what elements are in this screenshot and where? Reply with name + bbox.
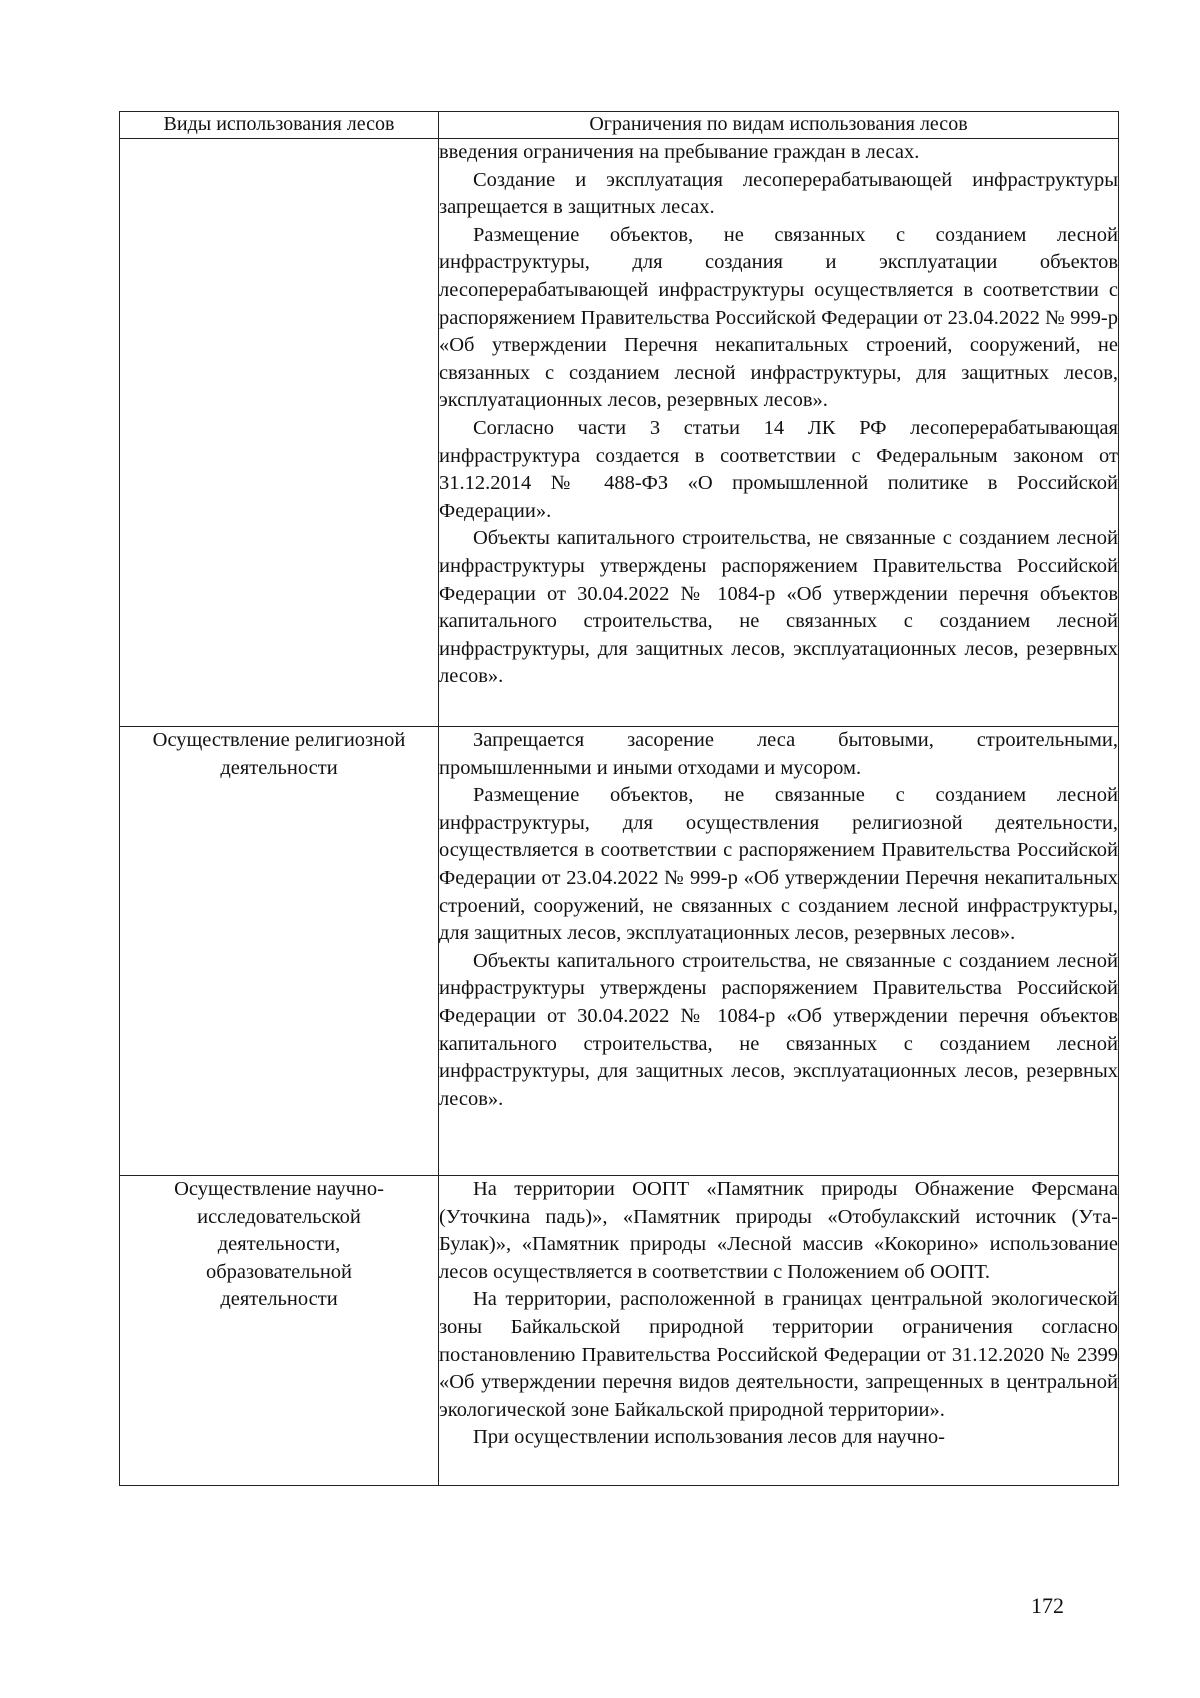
use-type-cell [120,139,439,727]
paragraph: Согласно части 3 статьи 14 ЛК РФ лесоперерабатывающая инфраструктура создается в соответствии с Федеральным законом от 31.12.2014 № 488-ФЗ «О промышленной политике в Российской Федерации». [439,416,1118,522]
table-row [120,727,1119,1176]
restrictions-cell [439,727,1119,1176]
header-forest-use-types: Виды использования лесов [120,112,439,139]
use-type-cell: Осуществление научно-исследовательской деятельности, образовательной деятельности [120,1176,439,1486]
restrictions-cell [439,1176,1119,1486]
forest-use-restrictions-table [119,111,1119,1486]
table-header-row [120,112,1119,139]
restrictions-cell [439,139,1119,727]
paragraph: При осуществлении использования лесов для научно- [473,1426,945,1449]
paragraph: На территории, расположенной в границах центральной экологической зоны Байкальской природной территории ограничения согласно постановлению Правительства Российской Федерации от 31.12.2020 № 2399 «Об утверждении перечня видов деятельности, запрещенных в центральной экологической зоне Байкальской природной территории». [439,1288,1118,1421]
paragraph: Размещение объектов, не связанных с созданием лесной инфраструктуры, для создания и эксплуатации объектов лесоперерабатывающей инфраструктуры осуществляется в соответствии с распоряжением Правительства Российской Федерации от 23.04.2022 № 999-р «Об утверждении Перечня некапитальных строений, сооружений, не связанных с созданием лесной инфраструктуры, для защитных лесов, эксплуатационных лесов, резервных лесов». [439,223,1118,412]
paragraph: Объекты капитального строительства, не связанные с созданием лесной инфраструктуры утверждены распоряжением Правительства Российской Федерации от 30.04.2022 № 1084-р «Об утверждении перечня объектов капитального строительства, не связанных с созданием лесной инфраструктуры, для защитных лесов, эксплуатационных лесов, резервных лесов». [439,949,1118,1110]
paragraph: Создание и эксплуатация лесоперерабатывающей инфраструктуры запрещается в защитных лесах. [439,168,1118,219]
paragraph: Объекты капитального строительства, не связанные с созданием лесной инфраструктуры утверждены распоряжением Правительства Российской Федерации от 30.04.2022 № 1084-р «Об утверждении перечня объектов капитального строительства, не связанных с созданием лесной инфраструктуры, для защитных лесов, эксплуатационных лесов, резервных лесов». [439,527,1118,688]
header-restrictions: Ограничения по видам использования лесов [439,112,1119,139]
page-number: 172 [1031,1593,1064,1618]
paragraph: Размещение объектов, не связанные с созданием лесной инфраструктуры, для осуществления религиозной деятельности, осуществляется в соответствии с распоряжением Правительства Российской Федерации от 23.04.2022 № 999-р «Об утверждении Перечня некапитальных строений, сооружений, не связанных с созданием лесной инфраструктуры, для защитных лесов, эксплуатационных лесов, резервных лесов». [439,784,1118,945]
paragraph: Запрещается засорение леса бытовыми, строительными, промышленными и иными отходами и мусором. [439,729,1118,779]
table-row [120,139,1119,727]
paragraph: На территории ООПТ «Памятник природы Обнажение Ферсмана (Уточкина падь)», «Памятник природы «Отобулакский источник (Ута-Булак)», «Памятник природы «Лесной массив «Кокорино» использование лесов осуществляется в соответствии с Положением об ООПТ. [439,1178,1118,1283]
paragraph: введения ограничения на пребывание граждан в лесах. [439,141,920,163]
use-type-cell: Осуществление религиозной деятельности [120,727,439,1176]
table-row [120,1176,1119,1486]
